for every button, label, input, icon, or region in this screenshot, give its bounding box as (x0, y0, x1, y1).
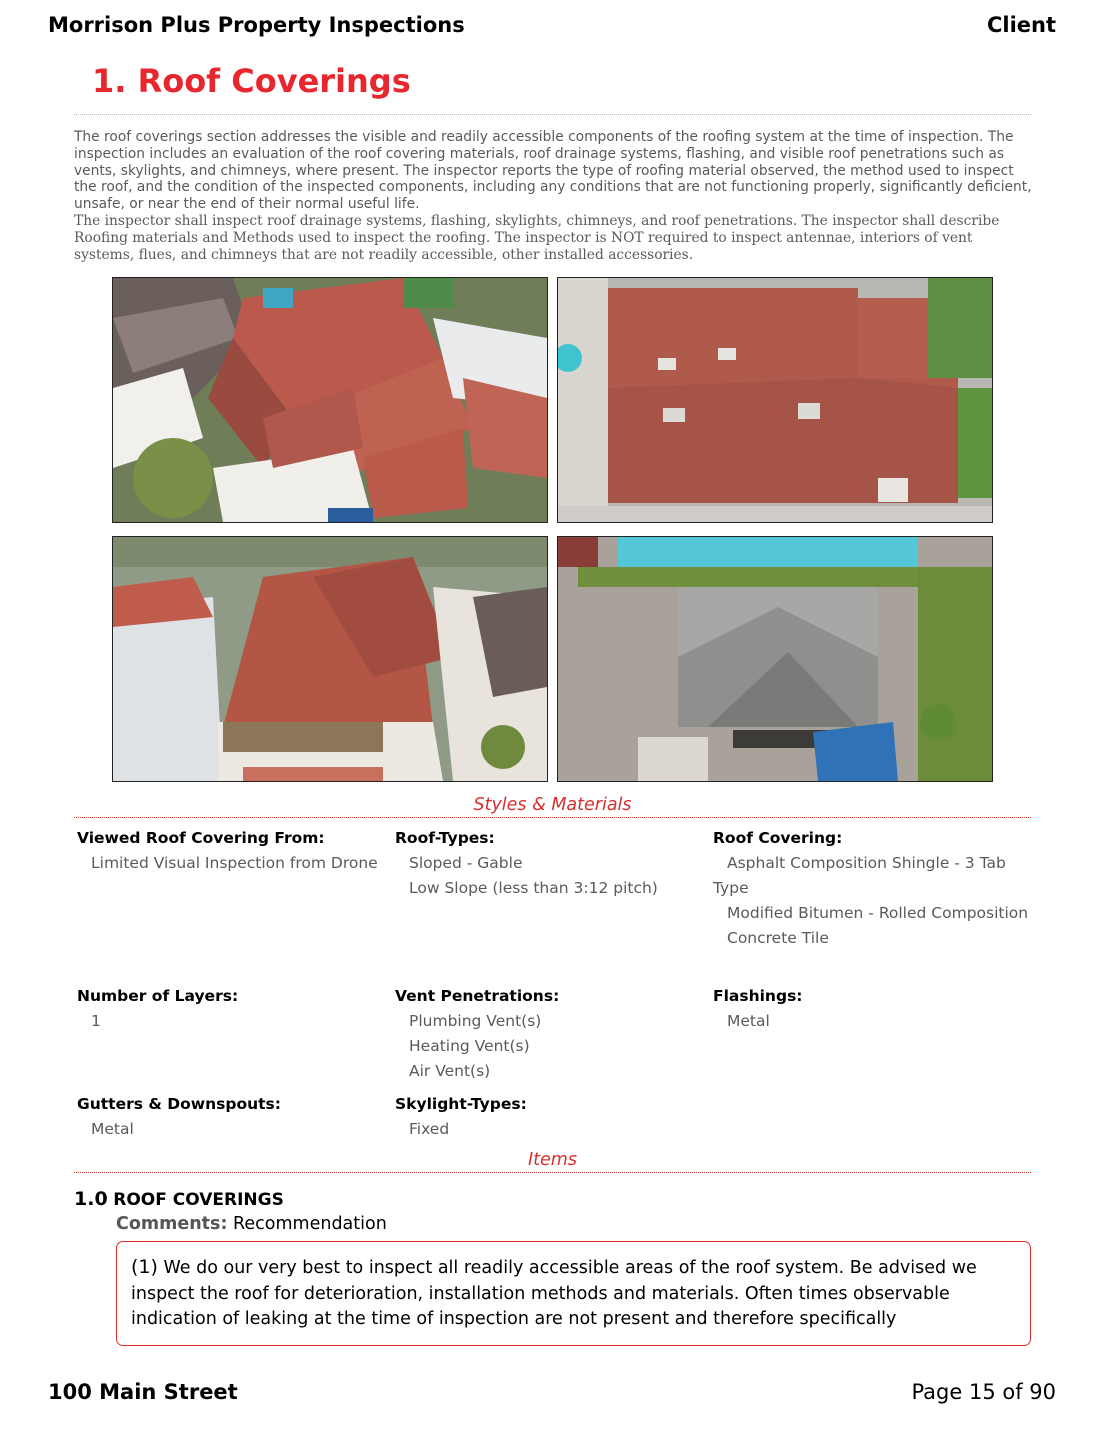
items-heading: Items (528, 1150, 577, 1170)
page-number: Page 15 of 90 (911, 1380, 1056, 1404)
field-value: 1 (91, 1012, 101, 1030)
section-standards: The inspector shall inspect roof drainage systems, flashing, skylights, chimneys, and roof penetrations. The inspector shall describe Roofing materials and Methods used to inspect the roofing. The inspector is NOT required to inspect antennae, interiors of vent systems, flues, and chimneys that are not readily accessible, other installed accessories. (74, 213, 1000, 263)
recommendation-box (116, 1241, 1031, 1346)
item-heading (74, 1188, 284, 1210)
field-number-of-layers (77, 983, 395, 1034)
roof-photo-2[interactable] (557, 277, 993, 523)
field-label: Number of Layers: (77, 987, 239, 1005)
property-address: 100 Main Street (48, 1380, 238, 1404)
field-value: Concrete Tile (727, 929, 829, 947)
company-name: Morrison Plus Property Inspections (48, 13, 465, 37)
field-label: Roof-Types: (395, 829, 495, 847)
comments-label: Comments: (116, 1214, 228, 1234)
field-flashings (713, 983, 1031, 1034)
styles-materials-divider (74, 817, 1031, 818)
field-gutters-downspouts (77, 1091, 395, 1142)
items-divider (74, 1172, 1031, 1173)
field-skylight-types (395, 1091, 713, 1142)
field-value: Sloped - Gable (409, 854, 523, 872)
recommendation-text: We do our very best to inspect all readily accessible areas of the roof system. Be advised we inspect the roof for deterioration, installation methods and materials. Often times observable indication of leaking at the time of inspection are not present and therefore specifically (131, 1258, 977, 1329)
item-number: 1.0 (74, 1188, 108, 1210)
styles-materials-heading: Styles & Materials (473, 795, 632, 815)
field-label: Gutters & Downspouts: (77, 1095, 281, 1113)
recommendation-number: (1) (131, 1256, 158, 1278)
field-label: Viewed Roof Covering From: (77, 829, 325, 847)
roof-photo-4[interactable] (557, 536, 993, 782)
comments-value: Recommendation (233, 1214, 387, 1234)
field-value: Air Vent(s) (409, 1062, 491, 1080)
field-value: Metal (727, 1012, 770, 1030)
field-value: Asphalt Composition Shingle - 3 Tab Type (713, 854, 1006, 897)
field-value: Modified Bitumen - Rolled Composition (727, 904, 1029, 922)
field-value: Low Slope (less than 3:12 pitch) (409, 879, 658, 897)
item-comments (116, 1214, 387, 1234)
section-title: 1. Roof Coverings (92, 62, 411, 100)
field-roof-types (395, 825, 713, 901)
client-label: Client (986, 13, 1056, 37)
roof-photo-1[interactable] (112, 277, 548, 523)
section-intro: The roof coverings section addresses the visible and readily accessible components of the roofing system at the time of inspection. The inspection includes an evaluation of the roof covering materials, roof drainage systems, flashing, and visible roof penetrations such as vents, skylights, and chimneys, where present. The inspector reports the type of roofing material observed, the method used to inspect the roof, and the condition of the inspected components, including any conditions that are not functioning properly, significantly deficient, unsafe, or near the end of their normal useful life. (74, 129, 1032, 213)
field-roof-covering (713, 825, 1031, 951)
roof-photo-3[interactable] (112, 536, 548, 782)
field-viewed-from (77, 825, 395, 876)
title-divider (74, 114, 1031, 115)
field-value: Limited Visual Inspection from Drone (91, 854, 378, 872)
field-label: Flashings: (713, 987, 803, 1005)
item-name: ROOF COVERINGS (113, 1190, 284, 1210)
field-label: Vent Penetrations: (395, 987, 560, 1005)
field-vent-penetrations (395, 983, 713, 1084)
field-value: Plumbing Vent(s) (409, 1012, 542, 1030)
field-value: Metal (91, 1120, 134, 1138)
field-value: Heating Vent(s) (409, 1037, 530, 1055)
field-label: Roof Covering: (713, 829, 843, 847)
field-value: Fixed (409, 1120, 450, 1138)
field-label: Skylight-Types: (395, 1095, 527, 1113)
